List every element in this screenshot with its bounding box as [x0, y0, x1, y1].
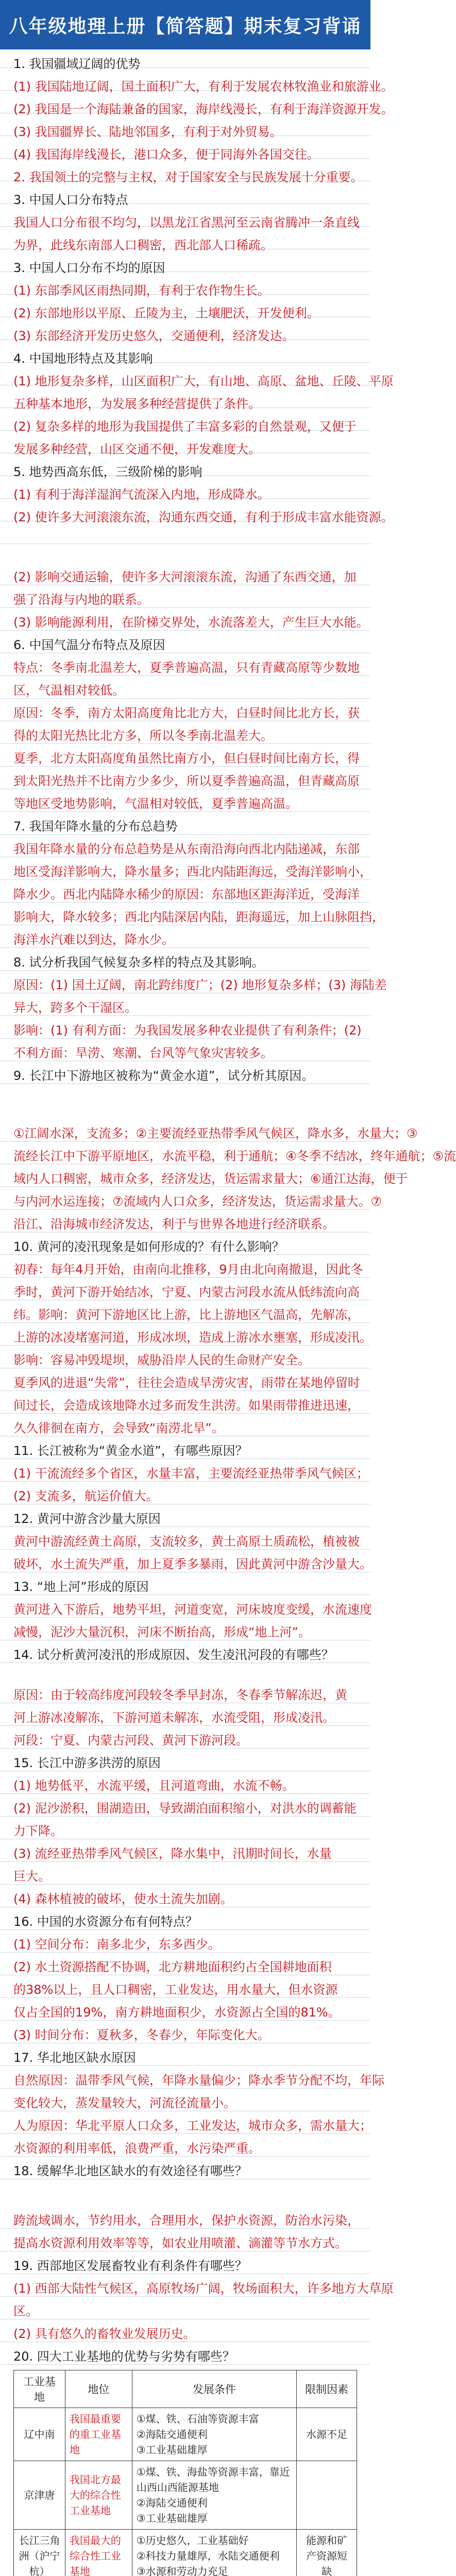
text-line: 异大，跨多个干湿区。 — [13, 1001, 137, 1015]
text-line: ①江阔水深，支流多；②主要流经亚热带季风气候区，降水多，水量大；③ — [13, 1126, 418, 1141]
text-line: (2) 东部地形以平原、丘陵为主，土壤肥沃，开发便利。 — [13, 306, 319, 320]
content-block-4 — [0, 1681, 384, 2182]
text-line: 3. 中国人口分布不均的原因 — [13, 261, 165, 275]
text-line: (1) 东部季风区雨热同期，有利于农作物生长。 — [13, 283, 270, 298]
text-line: 海洋水汽难以到达，降水少。 — [13, 933, 174, 947]
conditions-cell — [132, 2530, 296, 2576]
text-line: (1) 干流流经多个省区，水量丰富，主要流经亚热带季风气候区； — [13, 1466, 369, 1481]
text-line: 10. 黄河的凌汛现象是如何形成的？有什么影响？ — [13, 1240, 284, 1254]
text-line: (1) 我国陆地辽阔，国土面积广大，有利于发展农林牧渔业和旅游业。 — [13, 79, 394, 94]
text-line: 影响大，降水较多；西北内陆深居内陆，距海遥远，加上山脉阻挡， — [13, 910, 384, 924]
text-line: 区。 — [13, 2304, 38, 2318]
text-line: 的38%以上，且人口稠密，工业发达，用水量大，但水资源 — [13, 1982, 338, 1997]
sheet-1 — [0, 0, 394, 547]
text-line: 强了沿海与内地的联系。 — [13, 592, 149, 607]
text-line: (3) 时间分布：夏秋多，冬春少，年际变化大。 — [13, 2028, 270, 2042]
text-line: (2) 影响交通运输，使许多大河滚滚东流，沟通了东西交通，加 — [13, 570, 357, 584]
text-line: 间过长，会造成该地降水过多而发生洪涝。如果雨带推进迅速， — [13, 1398, 360, 1413]
text-line: 19. 西部地区发展畜牧业有利条件有哪些？ — [13, 2259, 247, 2273]
table-header-cell: 发展条件 — [132, 2370, 296, 2408]
text-line: 9. 长江中下游地区被称为“黄金水道”，试分析其原因。 — [13, 1069, 314, 1083]
conditions-cell — [132, 2408, 296, 2461]
text-line: 季时，黄河下游开始结冰，宁夏、内蒙古河段水流从低纬流向高 — [13, 1285, 360, 1299]
text-line: 上游的冰凌堵塞河道，形成冰坝，造成上游冰水壅塞，形成凌汛。 — [13, 1330, 372, 1345]
table-header-cell: 地位 — [65, 2370, 132, 2408]
text-line: 黄河进入下游后，地势平坦，河道变宽，河床坡度变缓，水流速度 — [13, 1602, 372, 1617]
text-line: 我国人口分布很不均匀，以黑龙江省黑河至云南省腾冲一条直线 — [13, 215, 360, 230]
sheet-5 — [0, 2206, 394, 2371]
condition-item: ③水源和劳动力充足 — [136, 2565, 228, 2576]
text-line: 20. 四大工业基地的优势与劣势有哪些？ — [13, 2349, 235, 2364]
text-line: 巨大。 — [13, 1869, 50, 1884]
base-status-cell: 我国最重要的重工业基地 — [65, 2408, 132, 2461]
text-line: 11. 长江被称为“黄金水道”，有哪些原因？ — [13, 1444, 248, 1458]
condition-item: ①煤、铁、石油等资源丰富 — [136, 2413, 259, 2425]
industry-base-table — [13, 2370, 357, 2576]
base-name-cell: 京津唐 — [14, 2461, 65, 2530]
condition-item: ③工业基础雄厚 — [136, 2444, 208, 2456]
text-line: (3) 我国疆界长、陆地邻国多，有利于对外贸易。 — [13, 125, 282, 139]
condition-item: ①煤、铁、海盐等资源丰富，靠近山西山西能源基地 — [136, 2466, 290, 2494]
text-line: 不利方面：旱涝、寒潮、台风等气象灾害较多。 — [13, 1046, 273, 1060]
limit-cell: 水源不足 — [297, 2408, 357, 2461]
text-line: (2) 使许多大河滚滚东流，沟通东西交通，有利于形成丰富水能资源。 — [13, 510, 394, 524]
sheet-4 — [0, 1681, 384, 2191]
text-line: 提高水资源利用效率等等，如农业用喷灌、滴灌等节水方式。 — [13, 2236, 347, 2250]
text-line: 力下降。 — [13, 1824, 63, 1838]
condition-item: ②海陆交通便利 — [136, 2428, 208, 2441]
text-line: 跨流域调水，节约用水，合理用水，保护水资源，防治水污染， — [13, 2213, 360, 2228]
content-block-2 — [0, 563, 387, 1087]
text-line: (2) 泥沙淤积，围湖造田，导致湖泊面积缩小，对洪水的调蓄能 — [13, 1801, 357, 1816]
text-line: 河段：宁夏、内蒙古河段、黄河下游河段。 — [13, 1733, 248, 1748]
table-row — [14, 2530, 357, 2576]
text-line: (4) 我国海岸线漫长，港口众多，便于同海外各国交往。 — [13, 147, 319, 162]
text-line: (2) 复杂多样的地形为我国提供了丰富多彩的自然景观，又便于 — [13, 419, 357, 434]
text-line: 12. 黄河中游含沙量大原因 — [13, 1512, 161, 1526]
condition-item: ①历史悠久，工业基础好 — [136, 2534, 249, 2547]
base-status-cell: 我国北方最大的综合性工业基地 — [65, 2461, 132, 2530]
table-row — [14, 2461, 357, 2530]
text-line: 我国年降水量的分布总趋势是从东南沿海向西北内陆递减，东部 — [13, 842, 360, 856]
content-block-5 — [0, 2206, 394, 2368]
table-header-cell: 限制因素 — [297, 2370, 357, 2408]
text-line: 8. 试分析我国气候复杂多样的特点及其影响。 — [13, 955, 264, 970]
text-line: 变化较大，蒸发量较大，河流径流量小。 — [13, 2096, 236, 2110]
text-line: 人为原因：华北平原人口众多，工业发达，城市众多，需水量大； — [13, 2119, 372, 2133]
text-line: (4) 森林植被的破坏，使水土流失加剧。 — [13, 1892, 233, 1906]
text-line: (2) 水土资源搭配不协调，北方耕地面积约占全国耕地面积 — [13, 1960, 332, 1974]
limit-cell — [297, 2461, 357, 2530]
text-line: 2. 我国领土的完整与主权，对于国家安全与民族发展十分重要。 — [13, 170, 363, 184]
text-line: 14. 试分析黄河凌汛的形成原因、发生凌汛河段的有哪些？ — [13, 1648, 334, 1662]
limit-cell: 能源和矿产资源短缺 — [297, 2530, 357, 2576]
text-line: 到太阳光热并不比南方少多少，所以夏季普遍高温，但青藏高原 — [13, 774, 360, 788]
sheet-2 — [0, 563, 387, 1104]
text-line: 6. 中国气温分布特点及原因 — [13, 638, 165, 652]
text-line: 15. 长江中游多洪涝的原因 — [13, 1756, 161, 1770]
text-line: 原因：冬季，南方太阳高度角比北方大，白昼时间比北方长，获 — [13, 706, 360, 720]
text-line: 13. “地上河”形成的原因 — [13, 1580, 149, 1594]
text-line: 7. 我国年降水量的分布总趋势 — [13, 819, 178, 834]
table-header-cell: 工业基地 — [14, 2370, 65, 2408]
condition-item: ③工业基础雄厚 — [136, 2512, 208, 2524]
text-line: 地区受海洋影响大，降水量多；西北内陆距海远，受海洋影响小， — [13, 865, 372, 879]
text-line: 久久徘徊在南方，会导致“南涝北旱”。 — [13, 1421, 224, 1435]
text-line: 域内人口稠密，城市众多，经济发达，货运需求量大；⑥通江达海，便于 — [13, 1172, 408, 1186]
text-line: 等地区受地势影响，气温相对较低，夏季普遍高温。 — [13, 796, 298, 811]
base-status-cell: 我国最大的综合性工业基地 — [65, 2530, 132, 2576]
text-line: 16. 中国的水资源分布有何特点？ — [13, 1914, 198, 1929]
text-line: 影响：(1) 有利方面：为我国发展多种农业提供了有利条件；(2) — [13, 1023, 362, 1038]
text-line: 水资源的利用率低，浪费严重，水污染严重。 — [13, 2141, 261, 2156]
text-line: 五种基本地形，为发展多种经营提供了条件。 — [13, 397, 261, 411]
sheet-3 — [0, 1119, 456, 1665]
condition-item: ②科技力量雄厚，水陆交通便利 — [136, 2550, 280, 2562]
text-line: (2) 我国是一个海陆兼备的国家，海岸线漫长，有利于海洋资源开发。 — [13, 102, 394, 116]
text-line: (2) 支流多，航运价值大。 — [13, 1489, 159, 1503]
text-line: 原因：由于较高纬度河段较冬季早封冻，冬春季节解冻迟，黄 — [13, 1688, 347, 1702]
text-line: 17. 华北地区缺水原因 — [13, 2050, 136, 2065]
text-line: 夏季风的进退“失常”，往往会造成旱涝灾害，雨带在某地停留时 — [13, 1376, 360, 1390]
text-line: 区，气温相对较低。 — [13, 683, 125, 698]
table-header-row — [14, 2370, 357, 2408]
text-line: (3) 东部经济开发历史悠久，交通便利，经济发达。 — [13, 329, 295, 343]
text-line: 原因：(1) 国土辽阔，南北跨纬度广；(2) 地形复杂多样；(3) 海陆差 — [13, 978, 387, 992]
text-line: 沿江、沿海城市经济发达，利于与世界各地进行经济联系。 — [13, 1217, 335, 1231]
text-line: 与内河水运连接；⑦流域内人口众多，经济发达，货运需求量大。⑦ — [13, 1194, 382, 1209]
text-line: (2) 具有悠久的畜牧业发展历史。 — [13, 2327, 196, 2341]
base-name-cell: 长江三角洲（沪宁杭） — [14, 2530, 65, 2576]
text-line: 特点：冬季南北温差大，夏季普遍高温，只有青藏高原等少数地 — [13, 660, 360, 675]
text-line: 为界，此线东南部人口稠密，西北部人口稀疏。 — [13, 238, 273, 252]
text-line: 18. 缓解华北地区缺水的有效途径有哪些？ — [13, 2164, 247, 2178]
text-line: (3) 流经亚热带季风气候区，降水集中，汛期时间长，水量 — [13, 1846, 332, 1861]
text-line: (1) 地势低平，水流平缓，且河道弯曲，水流不畅。 — [13, 1778, 295, 1793]
text-line: (1) 地形复杂多样，山区面积广大，有山地、高原、盆地、丘陵、平原 — [13, 374, 394, 388]
conditions-cell — [132, 2461, 296, 2530]
text-line: 仅占全国的19%，南方耕地面积少，水资源占全国的81%。 — [13, 2005, 341, 2020]
text-line: 4. 中国地形特点及其影响 — [13, 351, 153, 366]
text-line: 1. 我国疆域辽阔的优势 — [13, 57, 141, 71]
base-name-cell: 辽中南 — [14, 2408, 65, 2461]
text-line: 夏季，北方太阳高度角虽然比南方小，但白昼时间比南方长，得 — [13, 751, 360, 766]
text-line: (3) 影响能源利用，在阶梯交界处，水流落差大，产生巨大水能。 — [13, 615, 369, 630]
text-line: 流经长江中下游平原地区，水流平稳，利于通航；④冬季不结冰，终年通航；⑤流 — [13, 1149, 456, 1163]
content-block-3 — [0, 1119, 456, 1666]
text-line: 3. 中国人口分布特点 — [13, 193, 128, 207]
page-title: 八年级地理上册【简答题】期末复习背诵 — [0, 0, 370, 49]
text-line: 得的太阳光热比北方多，所以冬季南北温差大。 — [13, 728, 273, 743]
text-line: 破坏，水土流失严重，加上夏季多暴雨，因此黄河中游含沙量大。 — [13, 1557, 372, 1571]
text-line: 自然原因：温带季风气候，年降水量偏少；降水季节分配不均，年际 — [13, 2073, 384, 2088]
text-line: 减慢，泥沙大量沉积，河床不断抬高，形成“地上河”。 — [13, 1625, 311, 1639]
condition-item: ②海陆交通便利 — [136, 2497, 208, 2509]
text-line: (1) 西部大陆性气候区，高原牧场广阔，牧场面积大，许多地方大草原 — [13, 2281, 394, 2296]
text-line: 降水少。西北内陆降水稀少的原因：东部地区距海洋近，受海洋 — [13, 887, 360, 902]
text-line: 纬。影响：黄河下游地区比上游，比上游地区气温高，先解冻， — [13, 1308, 360, 1322]
text-line: (1) 有利于海洋湿润气流深入内地，形成降水。 — [13, 487, 270, 502]
text-line: 初春：每年4月开始，由南向北推移，9月由北向南撤退，因此冬 — [13, 1262, 363, 1277]
text-line: 发展多种经营，山区交通不便，开发难度大。 — [13, 442, 261, 456]
text-line: (1) 空间分布：南多北少，东多西少。 — [13, 1937, 221, 1952]
text-line: 河上游冰凌解冻，下游河道未解冻，水流受阻，形成凌汛。 — [13, 1710, 335, 1725]
table-row — [14, 2408, 357, 2461]
text-line: 黄河中游流经黄土高原，支流较多，黄土高原土质疏松，植被被 — [13, 1534, 360, 1549]
text-line: 5. 地势西高东低，三级阶梯的影响 — [13, 465, 202, 479]
text-line: 影响：容易冲毁堤坝，威胁沿岸人民的生命财产安全。 — [13, 1353, 310, 1367]
content-block-1 — [0, 49, 394, 529]
